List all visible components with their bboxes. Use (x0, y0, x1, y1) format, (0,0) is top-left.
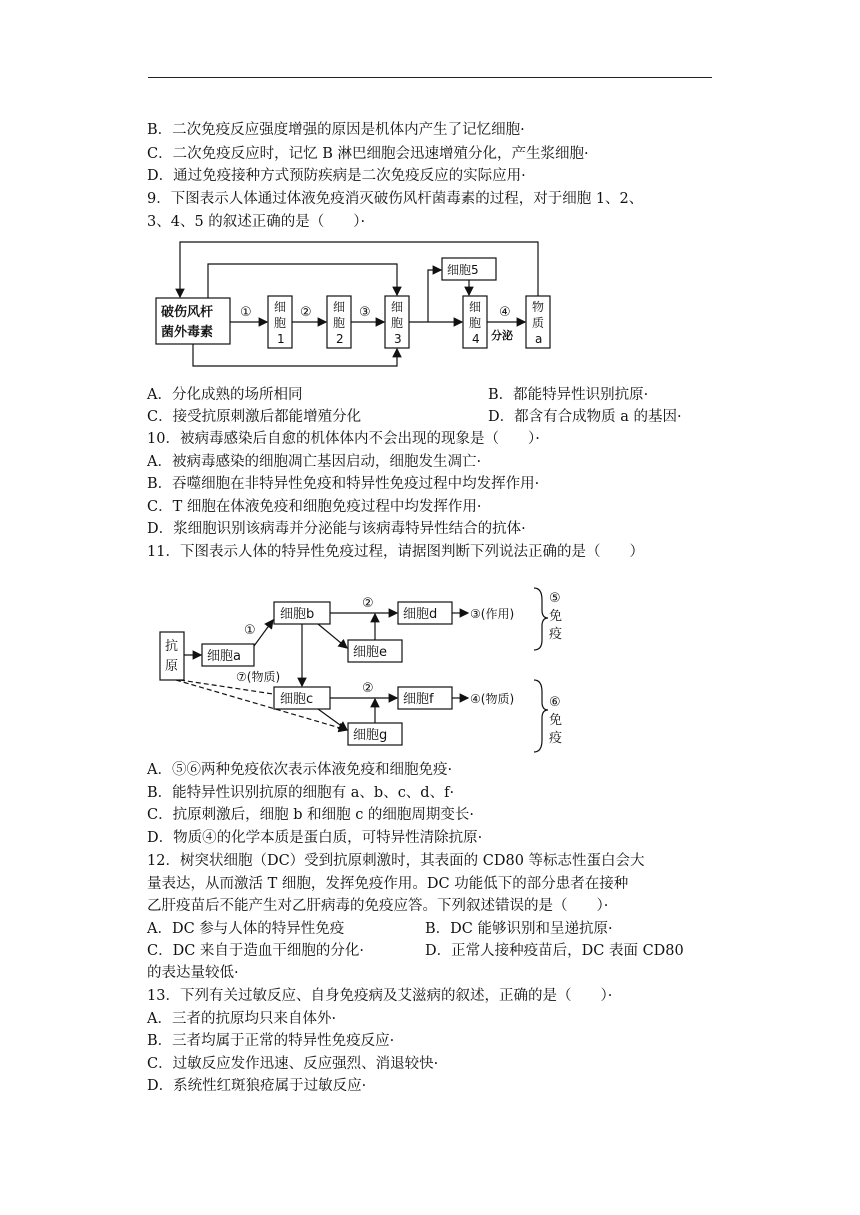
cell5-label: 细胞5 (447, 263, 479, 277)
cell-f-label: 细胞f (403, 692, 434, 707)
antigen-char2: 原 (165, 659, 179, 674)
q9-diagram (150, 236, 580, 376)
substance7-label: ⑦(物质) (236, 670, 281, 684)
step1-label: ① (244, 623, 256, 638)
q11-option-d: D．物质④的化学本质是蛋白质，可特异性清除抗原· (147, 830, 483, 846)
q10-option-c: C．T 细胞在体液免疫和细胞免疫过程中均发挥作用· (147, 499, 482, 515)
step4-label: ④ (499, 305, 511, 320)
q10-stem: 10．被病毒感染后自愈的机体体内不会出现的现象是（ ）· (147, 431, 540, 447)
q12-option-a: A．DC 参与人体的特异性免疫 (147, 921, 345, 937)
cell4-char2: 胞 (469, 316, 482, 330)
matter-char1: 物 (532, 300, 545, 314)
q12-option-d-line2: 的表达量较低· (147, 965, 239, 981)
q9-option-a: A．分化成熟的场所相同 (147, 387, 303, 403)
step3-label: ③ (359, 305, 371, 320)
q13-option-a: A．三者的抗原均只来自体外· (147, 1011, 337, 1027)
q12-option-d-line1: D．正常人接种疫苗后，DC 表面 CD80 (425, 943, 684, 959)
q9-option-b: B．都能特异性识别抗原· (488, 387, 649, 403)
toxin-label-line2: 菌外毒素 (161, 325, 214, 340)
q10-option-a: A．被病毒感染的细胞凋亡基因启动，细胞发生凋亡· (147, 454, 482, 470)
cell1-char2: 胞 (274, 316, 287, 330)
q10-option-b: B．吞噬细胞在非特异性免疫和特异性免疫过程中均发挥作用· (147, 476, 540, 492)
step1-label: ① (240, 305, 252, 320)
cell-d-label: 细胞d (403, 607, 438, 622)
matter-char3: a (535, 332, 543, 346)
q9-option-d: D．都含有合成物质 a 的基因· (488, 409, 682, 425)
cell3-char3: 3 (394, 332, 402, 346)
q8-option-c: C．二次免疫反应时，记忆 B 淋巴细胞会迅速增殖分化，产生浆细胞· (147, 146, 589, 162)
q12-stem-line3: 乙肝疫苗后不能产生对乙肝病毒的免疫应答。下列叙述错误的是（ ）· (147, 898, 609, 914)
q9-stem-line2: 3、4、5 的叙述正确的是（ ）· (147, 214, 366, 230)
q11-option-c: C．抗原刺激后，细胞 b 和细胞 c 的细胞周期变长· (147, 807, 475, 823)
cell2-char1: 细 (333, 300, 346, 314)
cell4-char3: 4 (472, 332, 480, 346)
secrete-label: 分泌 (491, 329, 513, 342)
step2-top-label: ② (362, 596, 374, 611)
q13-option-c: C．过敏反应发作迅速、反应强烈、消退较快· (147, 1056, 439, 1072)
q12-option-b: B．DC 能够识别和呈递抗原· (425, 921, 613, 937)
q11-option-a: A．⑤⑥两种免疫依次表示体液免疫和细胞免疫· (147, 762, 453, 778)
immunity6-char2: 免 (549, 713, 563, 728)
cell2-char2: 胞 (333, 316, 346, 330)
immunity5-char2: 免 (549, 609, 563, 624)
toxin-label-line1: 破伤风杆 (161, 305, 214, 320)
immunity5-char3: 疫 (549, 627, 563, 642)
q9-option-c: C．接受抗原刺激后都能增殖分化 (147, 409, 362, 425)
step2-label: ② (300, 305, 312, 320)
q12-option-c: C．DC 来自于造血干细胞的分化· (147, 943, 365, 959)
header-rule (148, 77, 712, 78)
q12-stem-line2: 量表达，从而激活 T 细胞，发挥免疫作用。DC 功能低下的部分患者在接种 (147, 876, 629, 892)
cell-c-label: 细胞c (280, 692, 314, 707)
cell3-char2: 胞 (391, 316, 404, 330)
cell2-char3: 2 (336, 332, 344, 346)
cell-e-label: 细胞e (353, 645, 387, 660)
immunity6-char1: ⑥ (549, 695, 561, 710)
cell1-char3: 1 (277, 332, 285, 346)
substance4-label: ④(物质) (470, 692, 515, 706)
immunity6-char3: 疫 (549, 731, 563, 746)
q8-option-d: D．通过免疫接种方式预防疾病是二次免疫反应的实际应用· (147, 168, 526, 184)
q9-stem-line1: 9．下图表示人体通过体液免疫消灭破伤风杆菌毒素的过程，对于细胞 1、2、 (147, 191, 644, 207)
q8-option-b: B．二次免疫反应强度增强的原因是机体内产生了记忆细胞· (147, 122, 525, 138)
step2-bottom-label: ② (362, 681, 374, 696)
q11-stem: 11．下图表示人体的特异性免疫过程，请据图判断下列说法正确的是（ ） (147, 544, 644, 560)
cell-a-label: 细胞a (207, 649, 241, 664)
cell4-char1: 细 (469, 300, 482, 314)
q10-option-d: D．浆细胞识别该病毒并分泌能与该病毒特异性结合的抗体· (147, 521, 526, 537)
cell3-char1: 细 (391, 300, 404, 314)
q12-stem-line1: 12．树突状细胞（DC）受到抗原刺激时，其表面的 CD80 等标志性蛋白会大 (147, 853, 645, 869)
cell1-char1: 细 (274, 300, 287, 314)
immunity5-char1: ⑤ (549, 591, 561, 606)
cell-g-label: 细胞g (353, 728, 388, 743)
q11-option-b: B．能特异性识别抗原的细胞有 a、b、c、d、f· (147, 785, 455, 801)
effect-label: ③(作用) (470, 607, 515, 621)
q11-diagram (150, 580, 580, 755)
q13-stem: 13．下列有关过敏反应、自身免疫病及艾滋病的叙述，正确的是（ ）· (147, 988, 613, 1004)
matter-char2: 质 (532, 316, 545, 330)
q13-option-b: B．三者均属于正常的特异性免疫反应· (147, 1033, 395, 1049)
antigen-char1: 抗 (165, 639, 179, 654)
cell-b-label: 细胞b (280, 607, 315, 622)
q13-option-d: D．系统性红斑狼疮属于过敏反应· (147, 1078, 367, 1094)
